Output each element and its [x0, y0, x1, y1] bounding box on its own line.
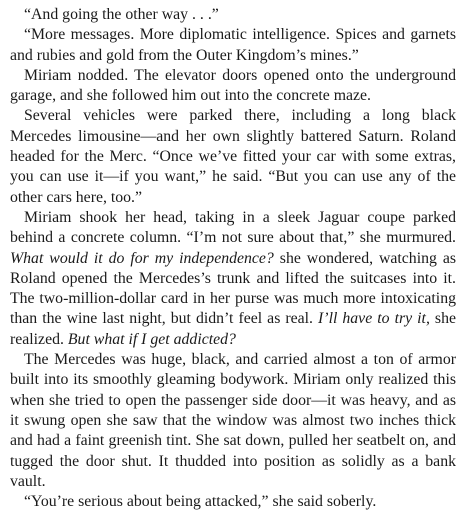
- text-run: she realized.: [10, 310, 456, 348]
- paragraph: [10, 208, 456, 350]
- text-run: “And going the other way . . .”: [24, 6, 219, 23]
- paragraph: [10, 66, 456, 107]
- text-run: “You’re serious about being attacked,” she said soberly.: [24, 493, 377, 511]
- paragraph: [10, 5, 456, 25]
- italic-thought: But what if I get addicted?: [67, 330, 236, 348]
- paragraph: [10, 492, 456, 512]
- paragraph: [10, 106, 456, 207]
- text-run: Miriam shook her head, taking in a sleek Jaguar coupe parked behind a concrete column. “I’m not sure about that,” she murmured.: [10, 208, 456, 247]
- paragraph: [10, 350, 456, 492]
- paragraph: [10, 25, 456, 66]
- text-run: The Mercedes was huge, black, and carried almost a ton of armor built into its smoothly gleaming bodywork. Miriam only realized this when she tried to open the passenger side door—it was heavy, and as it swung open she saw that the window was almost two inches thick and had a faint greenish tint. She sat down, pulled her seatbelt on, and tugged the door shut. It thudded into position as solidly as a bank vault.: [10, 351, 456, 490]
- text-run: Several vehicles were parked there, including a long black Mercedes limousine—and her own slightly battered Saturn. Roland headed for the Merc. “Once we’ve fitted your car with some extras, you can use it—if you want,” he said. “But you can use any of the other cars here, too.”: [10, 107, 456, 206]
- italic-thought: What would it do for my independence?: [10, 249, 274, 267]
- text-run: Miriam nodded. The elevator doors opened onto the underground garage, and she followed him out into the concrete maze.: [10, 66, 456, 105]
- italic-thought: I’ll have to try it,: [318, 310, 430, 328]
- text-run: she wondered, watching as Roland opened the Mercedes’s trunk and lifted the suitcases into it. The two-million-dollar card in her purse was much more intoxicating than the wine last night, but didn’t feel as real.: [10, 249, 457, 328]
- text-run: “More messages. More diplomatic intelligence. Spices and garnets and rubies and gold from the Outer Kingdom’s mines.”: [10, 26, 456, 64]
